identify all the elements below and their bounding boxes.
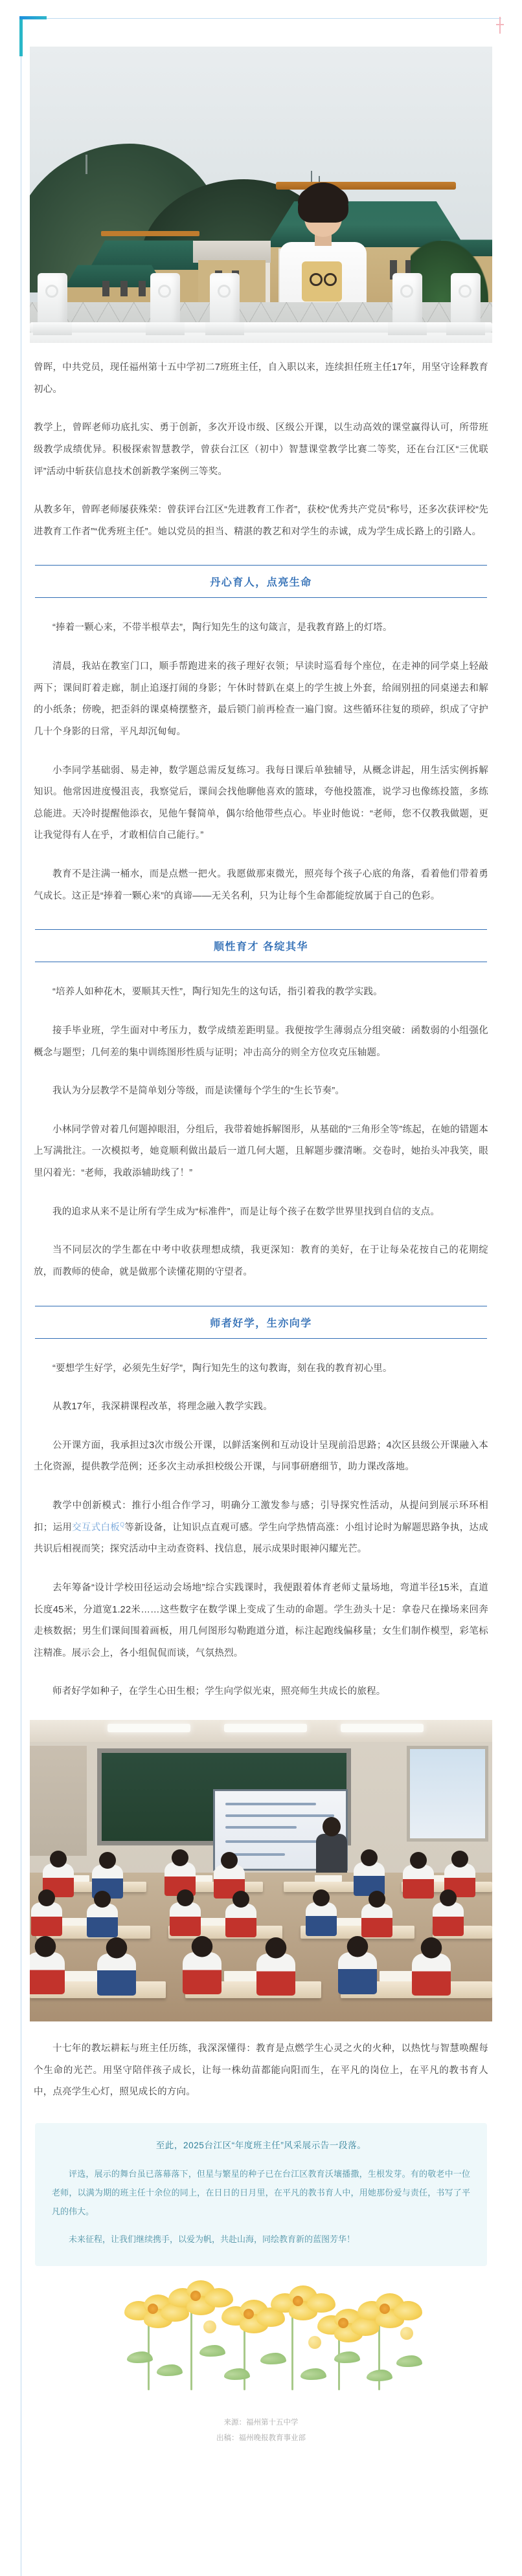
footer-publisher: 出稿：福州晚报教育事业部 (216, 2434, 306, 2442)
balustrade (30, 260, 492, 343)
intro-paragraph-2: 教学上，曾晖老师功底扎实、勇于创新，多次开设市级、区级公开课，以生动高效的课堂赢得认可，所带班级教学成绩优异。积极探索智慧教学，曾获台江区（初中）智慧课堂教学比赛二等奖，还在台江区“三优联评”活动中斩获信息技术创新教学案例三等奖。 (34, 423, 488, 477)
footer (30, 2403, 492, 2468)
section-header-3 (35, 1306, 487, 1339)
intro-paragraph-1: 曾晖，中共党员，现任福州第十五中学初二7班班主任，自入职以来，连续担任班主任17年，用坚守诠释教育初心。 (34, 362, 488, 395)
classroom-photo (30, 1720, 492, 2021)
s3-para-6: 师者好学如种子，在学生心田生根；学生向学似光束，照亮师生共成长的旅程。 (52, 1686, 386, 1697)
flower-decoration (30, 2274, 492, 2403)
s3-para-2: 从教17年，我深耕课程改革，将理念融入教学实践。 (52, 1402, 273, 1413)
link-marker-icon: Q (120, 1521, 125, 1528)
s2-para-6: 当不同层次的学生都在中考中收获理想成绩，我更深知：教育的美好，在于让每朵花按自己的花期绽放，而教师的使命，就是做那个读懂花期的守望者。 (34, 1245, 488, 1277)
s3-para-5: 去年筹备“设计学校田径运动会场地”综合实践课时，我便跟着体育老师丈量场地，弯道半径15米，直道长度45米，分道宽1.22米……这些数字在数学课上变成了生动的命题。学生劲头十足：拿卷尺在操场来回奔走核数据；男生们课间围着画板，用几何图形勾勒跑道分道，标注起跑线偏移量；女生们制作模型，彩笔标注精准。展示会上，各小组侃侃而谈，气氛热烈。 (34, 1582, 488, 1658)
closing-paragraph-1: 评选，展示的舞台虽已落幕落下，但星与繁星的种子已在台江区教育沃壤播撒，生根发芽。有的敬老中一位老师，以满为期的班主任十余位的同上，在日日的日月里，在平凡的教书育人中，用她那份爱与责任，书写了平凡的伟大。 (52, 2168, 470, 2217)
ending-paragraph: 十七年的教坛耕耘与班主任历练，我深深懂得：教育是点燃学生心灵之火的火种，以热忱与智慧唤醒每个生命的光芒。用坚守陪伴孩子成长，让每一株幼苗都能向阳而生，在平凡的岗位上，在平凡的教书育人中，点亮学生心灯，照见成长的方向。 (34, 2043, 488, 2098)
s2-para-2: 接手毕业班，学生面对中考压力，数学成绩差距明显。我便按学生薄弱点分组突破：函数弱的小组强化概念与题型；几何差的集中训练图形性质与证明；冲击高分的则全方位攻克压轴题。 (34, 1025, 488, 1058)
s3-para-3: 公开课方面，我承担过3次市级公开课，以鲜活案例和互动设计呈现前沿思路；4次区县级公开课融入本土化资源，提供教学范例；还多次主动承担校级公开课，与同事研磨细节，助力课改落地。 (34, 1440, 488, 1473)
s2-para-5: 我的追求从来不是让所有学生成为“标准件”，而是让每个孩子在数学世界里找到自信的支点。 (52, 1206, 440, 1217)
closing-title: 至此，2025台江区“年度班主任”风采展示告一段落。 (155, 2140, 367, 2150)
hero-image-wrap (30, 0, 492, 343)
section-title-3: 师者好学，生亦向学 (210, 1317, 312, 1329)
section-header-2 (35, 929, 487, 962)
inline-link-interactive-whiteboard[interactable]: 交互式白板$^Q$ (72, 1521, 125, 1533)
teacher-portrait-photo (30, 47, 492, 343)
s1-para-4: 教育不是注满一桶水，而是点燃一把火。我愿做那束微光，照亮每个孩子心底的角落，看着他们带着勇气成长。这正是“捧着一颗心来”的真谛——无关名利，只为让每个生命都能绽放属于自己的色彩。 (34, 869, 488, 901)
footer-source: 来源：福州第十五中学 (223, 2418, 299, 2427)
s3-para-4: 教学中创新模式：推行小组合作学习，明确分工激发参与感；引导探究性活动，从提问到展示环环相扣；运用交互式白板$^Q$等新设备，让知识点直观可感。学生向学热情高涨：小组讨论时为解题思路争执，达成共识后相视而笑；探究活动中主动查资料、找信息，展示成果时眼神闪耀光芒。 (34, 1501, 488, 1555)
s1-para-3: 小李同学基础弱、易走神，数学题总需反复练习。我每日课后单独辅导，从概念讲起，用生活实例拆解知识。他常因进度慢沮丧，我察觉后，课间会找他聊他喜欢的篮球，夸他投篮准，说学习也像练投篮，多练总能进。天冷时提醒他添衣，见他午餐简单，偶尔给他带些点心。毕业时他说：“老师，您不仅教我做题，更让我觉得有人在乎，才敢相信自己能行。” (34, 765, 488, 841)
section-title-1: 丹心育人，点亮生命 (210, 577, 312, 589)
closing-box (35, 2123, 487, 2266)
intro-paragraph-3: 从教多年，曾晖老师屡获殊荣：曾获评台江区“先进教育工作者”，获校“优秀共产党员”称号，还多次获评校“先进教育工作者”“优秀班主任”。她以党员的担当、精湛的教艺和对学生的赤诚，成为学生成长路上的引路人。 (34, 505, 488, 537)
s2-para-4: 小林同学曾对着几何题掉眼泪，分组后，我带着她拆解图形，从基础的“三角形全等”练起，在她的错题本上写满批注。一次模拟考，她竟顺利做出最后一道几何大题，且解题步骤清晰。交卷时，她抬头冲我笑，眼里闪着光：“老师，我敢添辅助线了！” (34, 1124, 488, 1178)
s2-para-3: 我认为分层教学不是简单划分等级，而是读懂每个学生的“生长节奏”。 (52, 1086, 345, 1097)
s2-para-1: “培养人如种花木，要顺其天性”，陶行知先生的这句话，指引着我的教学实践。 (52, 987, 383, 998)
closing-paragraph-2: 未来征程，让我们继续携手，以爱为帆，共赴山海，同绘教育新的蓝图芳华！ (69, 2234, 356, 2245)
s1-para-1: “捧着一颗心来，不带半根草去”，陶行知先生的这句箴言，是我教育路上的灯塔。 (52, 622, 392, 633)
s3-para-1: “要想学生好学，必须先生好学”，陶行知先生的这句教诲，刻在我的教育初心里。 (52, 1363, 392, 1374)
section-title-2: 顺性育才 各绽其华 (214, 941, 308, 953)
section-header-1 (35, 565, 487, 598)
s1-para-2: 清晨，我站在教室门口，顺手帮跑进来的孩子理好衣领；早读时巡看每个座位，在走神的同学桌上轻敲两下；课间盯着走廊，制止追逐打闹的身影；午休时替趴在桌上的学生披上外套，给闹别扭的同桌递去和解的小纸条；傍晚，把歪斜的课桌椅摆整齐，最后锁门前再检查一遍门窗。这些循环往复的琐碎，织成了守护几十个身影的日常，平凡却沉甸甸。 (34, 661, 488, 737)
